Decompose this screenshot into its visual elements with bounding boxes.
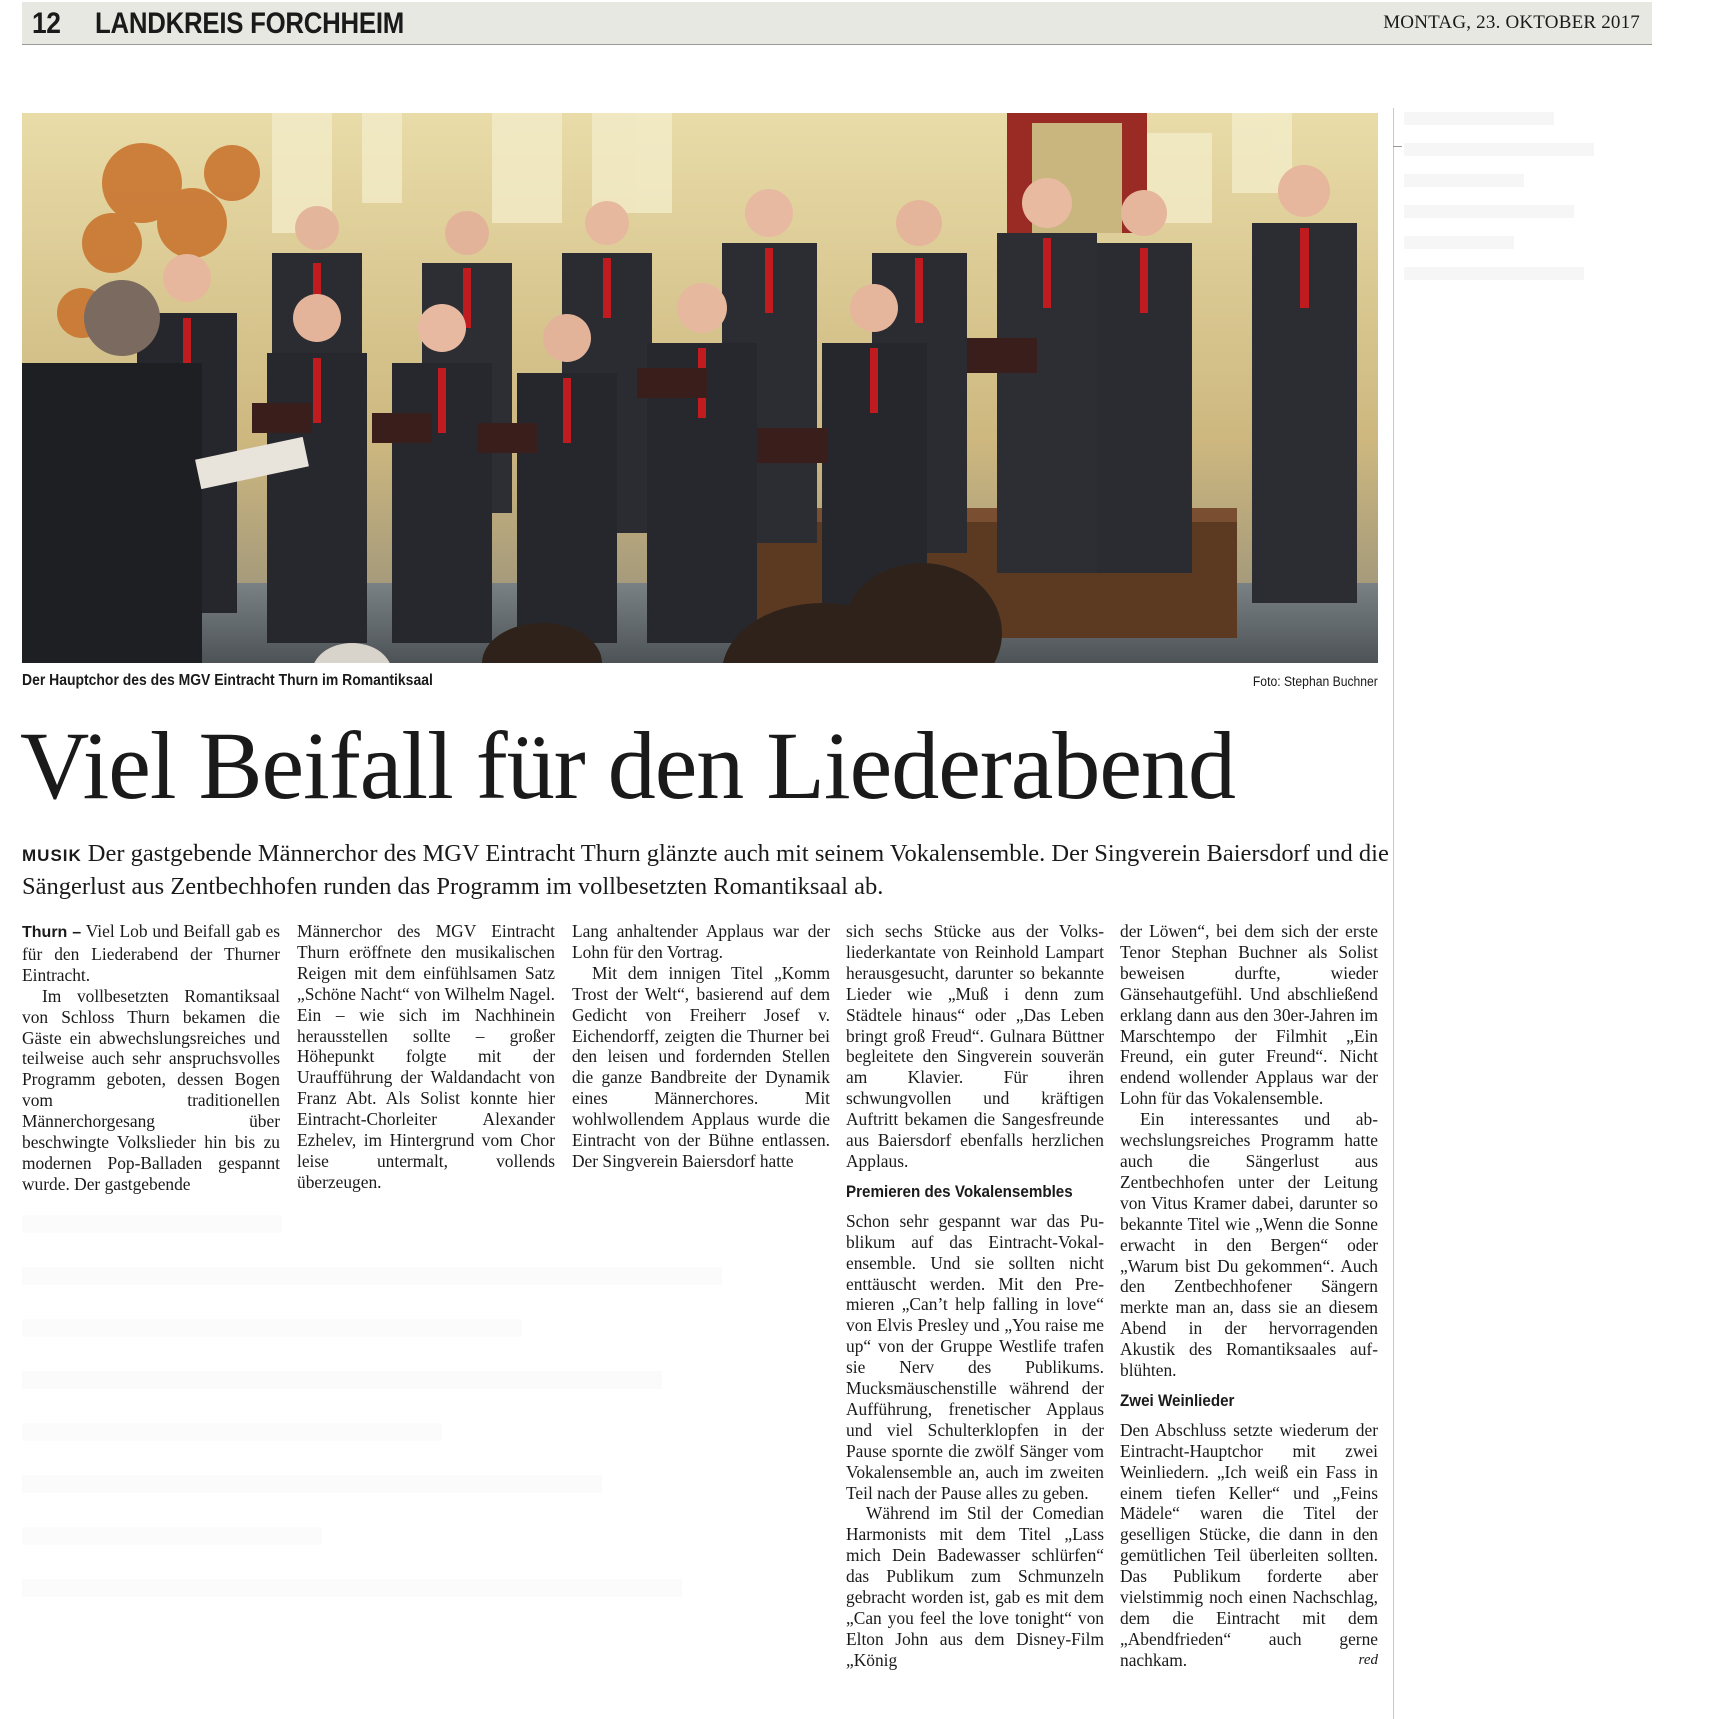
photo-credit: Foto: Stephan Buchner (1253, 674, 1378, 689)
subheading: Zwei Weinlieder (1120, 1391, 1235, 1410)
singer (997, 178, 1097, 573)
neighbouring-column-ghost (1404, 112, 1604, 1512)
paragraph: Im vollbesetzten Romantiksaal von Schloss Thurn bekamen die Gäste ein abwechslungsreiches und teilweise auch sehr anspruchsvolles Programm geboten, dessen Bogen vom traditionellen Männerchorgesang über beschwingte Volkslieder hin bis zu modernen Pop-Balladen gespannt wurde. Der gastgebende (22, 985, 280, 1194)
author-signature: red (1358, 1651, 1378, 1668)
choir-photo-illustration (22, 113, 1378, 663)
body-column-4 (846, 921, 1104, 1671)
show-through-area (22, 1215, 822, 1695)
paragraph: Männerchor des MGV Eintracht Thurn eröffnete den musikalischen Reigen mit dem einfühlsamen Satz „Schöne Nacht“ von Wilhelm Nagel. Ein – wie sich im Nachhinein herausstellen sollte – großer Höhepunkt folgte mit der Uraufführung der Waldandacht von Franz Abt. Als Solist konnte hier Eintracht-Chorleiter Alexander Ezhelev, im Hintergrund vom Chor leise untermalt, vollends überzeugen. (297, 921, 555, 1192)
issue-date: MONTAG, 23. OKTOBER 2017 (1383, 12, 1640, 33)
choir-photo (22, 113, 1378, 663)
paragraph: Mit dem innigen Titel „Komm Trost der Welt“, basierend auf dem Gedicht von Freiherr Josef v. Eichendorff, zeigten die Thurner bei den leisen und fordernden Stellen die ganze Bandbreite der Dynamik eines Männerchores. Mit wohlwollendem Applaus wurde die Eintracht von der Bühne entlassen. Der Singverein Baiersdorf hatte (572, 962, 830, 1171)
page-header (22, 2, 1652, 45)
singer (1252, 165, 1357, 603)
body-column-3 (572, 921, 830, 1172)
paragraph: Thurn – Viel Lob und Beifall gab es für den Liederabend der Thurner Eintracht. (22, 921, 280, 985)
singer (1097, 190, 1192, 573)
body-column-5 (1120, 921, 1378, 1671)
page-number: 12 (32, 7, 61, 40)
column-divider-tick (1393, 146, 1402, 147)
column-divider (1393, 108, 1394, 1719)
paragraph: Schon sehr gespannt war das Publikum auf das Eintracht-Vokalensemble. Und sie sollten nicht enttäuscht werden. Mit den Premieren „Can’t help falling in love“ von Elvis Presley und „You raise me up“ von der Gruppe Westlife trafen sie Nerv des Publikums. Mucksmäuschenstille während der Aufführung, frenetischer Applaus und viel Schulterklopfen in der Pause spornte die zwölf Sänger vom Vokalensemble an, auch im zweiten Teil nach der Pause alles zu geben. (846, 1210, 1104, 1503)
paragraph: der Löwen“, bei dem sich der erste Tenor Stephan Buchner als Solist beweisen durfte, wieder Gänsehautgefühl. Und abschließend erklang dann aus den 30er-Jahren im Marschtempo der Filmhit „Ein Freund, ein guter Freund“. Nicht endend wollender Applaus war der Lohn für das Vokalensemble. (1120, 921, 1378, 1109)
headline: Viel Beifall für den Liederabend (20, 712, 1236, 819)
body-column-2 (297, 921, 555, 1193)
paragraph: Lang anhaltender Applaus war der Lohn für den Vortrag. (572, 921, 830, 962)
subheading: Premieren des Vokalensembles (846, 1182, 1073, 1201)
body-column-1 (22, 921, 280, 1195)
paragraph: Während im Stil der Comedian Harmonists mit dem Titel „Lass mich Dein Badewasser schlürfen“ das Publikum zum Schmunzeln gebracht worden ist, gab es mit dem „Can you feel the love tonight“ von Elton John aus dem Disney-Film „König (846, 1503, 1104, 1670)
dateline: Thurn – (22, 924, 82, 941)
paragraph: Ein interessantes und abwechslungsreiches Programm hatte auch die Sängerlust aus Zentbechhofen unter der Leitung von Vitus Kramer dabei, darunter so bekannte Titel wie „Wenn die Sonne erwacht in den Bergen“ oder „Warum bist Du gekommen“. Auch den Zentbechhofener Sängern merkte man an, dass sie an diesem Abend in der hervorragenden Akustik des Romantiksaales aufblühten. (1120, 1109, 1378, 1381)
paragraph: Den Abschluss setzte wiederum der Eintracht-Hauptchor mit zwei Weinliedern. „Ich weiß ein Fass in einem tiefen Keller“ und „Feins Mädele“ waren die Titel der geselligen Stücke, die dann in den gemütlichen Teil überleiten sollten. Das Publikum forderte aber vielstimmig noch einen Nachschlag, dem die Eintracht mit dem „Abendfrieden“ auch gerne nachkam. red (1120, 1419, 1378, 1670)
photo-caption: Der Hauptchor des des MGV Eintracht Thurn im Romantiksaal (22, 672, 433, 689)
paragraph: sich sechs Stücke aus der Volksliederkantate von Reinhold Lampart herausgesucht, darunter so bekannte Lieder wie „Muß i denn zum Städtele hinaus“ oder „Das Leben bringt groß Freud“. Gulnara Büttner begleitete den Singverein souverän am Klavier. Für ihren schwungvollen und kräftigen Auftritt bekamen die Sangesfreunde aus Baiersdorf ebenfalls herzlichen Applaus. (846, 921, 1104, 1171)
kicker: MUSIK (22, 846, 82, 865)
article-intro (22, 838, 1392, 902)
intro-text: Der gastgebende Männerchor des MGV Eintracht Thurn glänzte auch mit seinem Vokalensemble. Der Singverein Baiersdorf und die Sängerlust aus Zentbechhofen runden das Programm im vollbesetzten Romantiksaal ab. (22, 840, 1389, 900)
section-title: LANDKREIS FORCHHEIM (95, 7, 404, 40)
